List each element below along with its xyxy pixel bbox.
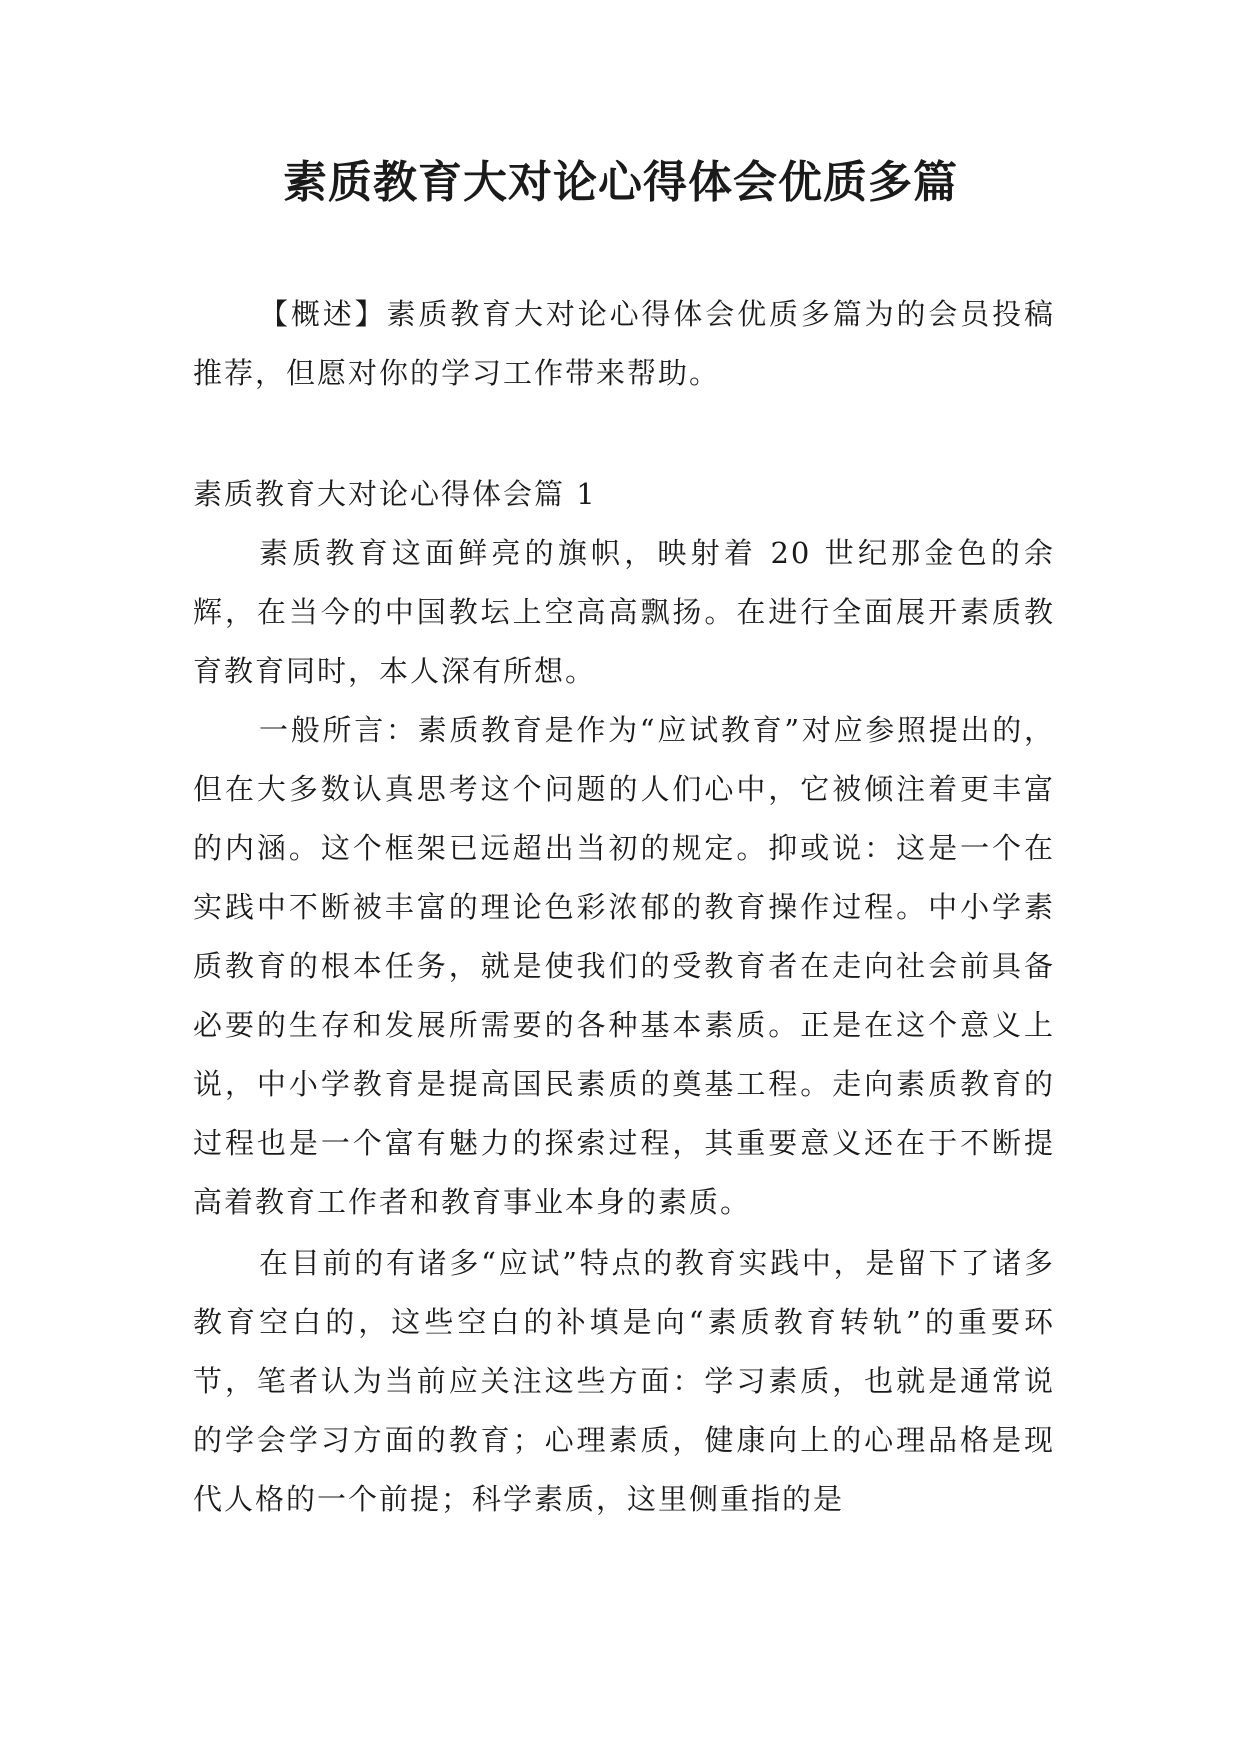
body-paragraph-1: 素质教育这面鲜亮的旗帜，映射着 20 世纪那金色的余辉，在当今的中国教坛上空高高飘扬。在进行全面展开素质教育教育同时，本人深有所想。 — [193, 536, 1055, 688]
section-heading: 素质教育大对论心得体会篇 1 — [193, 477, 597, 511]
document-title: 素质教育大对论心得体会优质多篇 — [283, 157, 958, 208]
body-paragraph-2: 一般所言：素质教育是作为“应试教育”对应参照提出的，但在大多数认真思考这个问题的人们心中，它被倾注着更丰富的内涵。这个框架已远超出当初的规定。抑或说：这是一个在实践中不断被丰富的理论色彩浓郁的教育操作过程。中小学素质教育的根本任务，就是使我们的受教育者在走向社会前具备必要的生存和发展所需要的各种基本素质。正是在这个意义上说，中小学教育是提高国民素质的奠基工程。走向素质教育的过程也是一个富有魅力的探索过程，其重要意义还在于不断提高着教育工作者和教育事业本身的素质。 — [193, 713, 1055, 1219]
summary-paragraph: 【概述】素质教育大对论心得体会优质多篇为的会员投稿推荐，但愿对你的学习工作带来帮助。 — [193, 297, 1055, 390]
body-paragraph-3: 在目前的有诸多“应试”特点的教育实践中，是留下了诸多教育空白的，这些空白的补填是向“素质教育转轨”的重要环节，笔者认为当前应关注这些方面：学习素质，也就是通常说的学会学习方面的教育；心理素质，健康向上的心理品格是现代人格的一个前提；科学素质，这里侧重指的是 — [193, 1246, 1055, 1516]
